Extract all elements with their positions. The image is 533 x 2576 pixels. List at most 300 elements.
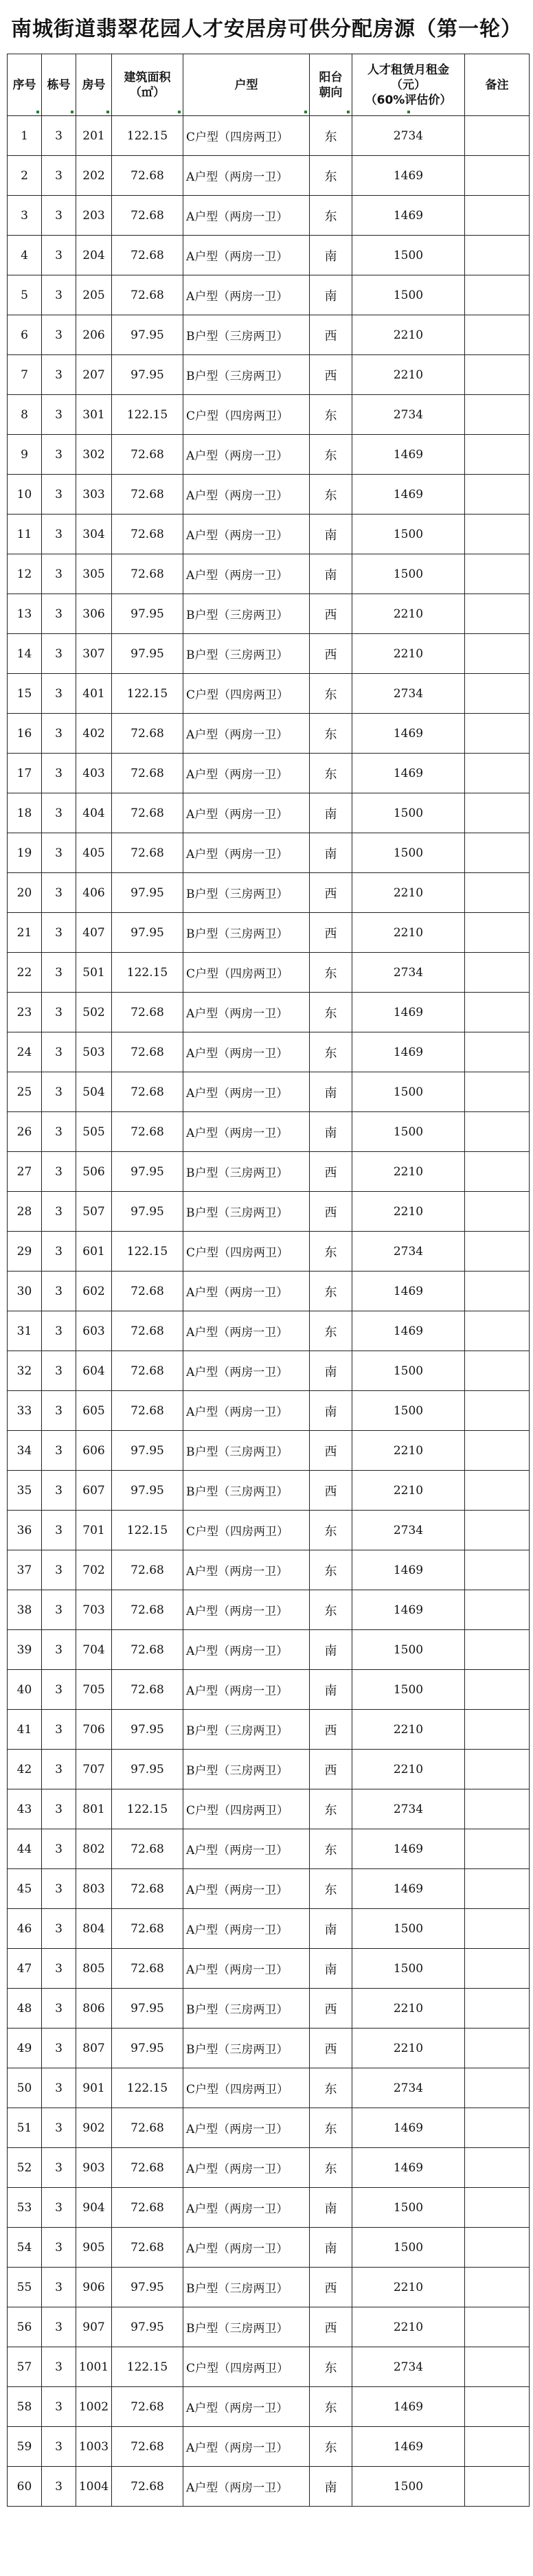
cell-seq[interactable]: 36 (8, 1511, 42, 1550)
cell-area[interactable]: 97.95 (112, 594, 183, 634)
cell-building[interactable]: 3 (42, 355, 76, 395)
cell-seq[interactable]: 15 (8, 674, 42, 714)
cell-seq[interactable]: 50 (8, 2068, 42, 2108)
cell-balcony-direction[interactable]: 东 (310, 1590, 352, 1630)
cell-balcony-direction[interactable]: 东 (310, 1232, 352, 1272)
cell-balcony-direction[interactable]: 西 (310, 1431, 352, 1471)
cell-type[interactable]: A户型（两房一卫） (183, 2467, 310, 2507)
cell-seq[interactable]: 8 (8, 395, 42, 435)
cell-room[interactable]: 607 (76, 1471, 112, 1511)
cell-area[interactable]: 72.68 (112, 156, 183, 196)
cell-seq[interactable]: 46 (8, 1909, 42, 1949)
cell-note[interactable] (465, 1232, 530, 1272)
cell-seq[interactable]: 5 (8, 275, 42, 315)
cell-room[interactable]: 305 (76, 554, 112, 594)
cell-building[interactable]: 3 (42, 1232, 76, 1272)
cell-rent[interactable]: 2210 (352, 594, 465, 634)
cell-balcony-direction[interactable]: 西 (310, 1471, 352, 1511)
cell-note[interactable] (465, 554, 530, 594)
cell-area[interactable]: 97.95 (112, 2029, 183, 2068)
cell-area[interactable]: 97.95 (112, 1710, 183, 1750)
cell-note[interactable] (465, 196, 530, 236)
cell-type[interactable]: B户型（三房两卫） (183, 634, 310, 674)
cell-note[interactable] (465, 2029, 530, 2068)
cell-type[interactable]: A户型（两房一卫） (183, 1869, 310, 1909)
cell-note[interactable] (465, 1909, 530, 1949)
cell-room[interactable]: 401 (76, 674, 112, 714)
cell-balcony-direction[interactable]: 东 (310, 2108, 352, 2148)
cell-room[interactable]: 805 (76, 1949, 112, 1989)
cell-type[interactable]: C户型（四房两卫） (183, 116, 310, 156)
cell-type[interactable]: B户型（三房两卫） (183, 1192, 310, 1232)
cell-note[interactable] (465, 833, 530, 873)
cell-note[interactable] (465, 355, 530, 395)
cell-building[interactable]: 3 (42, 1272, 76, 1311)
cell-rent[interactable]: 2210 (352, 1431, 465, 1471)
cell-balcony-direction[interactable]: 西 (310, 1152, 352, 1192)
cell-area[interactable]: 97.95 (112, 315, 183, 355)
cell-area[interactable]: 72.68 (112, 2188, 183, 2228)
cell-building[interactable]: 3 (42, 2188, 76, 2228)
cell-rent[interactable]: 1500 (352, 1112, 465, 1152)
cell-balcony-direction[interactable]: 南 (310, 2188, 352, 2228)
cell-building[interactable]: 3 (42, 1590, 76, 1630)
cell-seq[interactable]: 43 (8, 1789, 42, 1829)
cell-balcony-direction[interactable]: 南 (310, 833, 352, 873)
cell-rent[interactable]: 1469 (352, 196, 465, 236)
cell-building[interactable]: 3 (42, 993, 76, 1032)
cell-rent[interactable]: 2734 (352, 2068, 465, 2108)
cell-area[interactable]: 72.68 (112, 2427, 183, 2467)
cell-type[interactable]: A户型（两房一卫） (183, 196, 310, 236)
cell-rent[interactable]: 1500 (352, 1630, 465, 1670)
cell-type[interactable]: A户型（两房一卫） (183, 1909, 310, 1949)
cell-rent[interactable]: 2210 (352, 2307, 465, 2347)
cell-note[interactable] (465, 1391, 530, 1431)
cell-balcony-direction[interactable]: 东 (310, 993, 352, 1032)
cell-note[interactable] (465, 873, 530, 913)
cell-room[interactable]: 806 (76, 1989, 112, 2029)
cell-note[interactable] (465, 594, 530, 634)
cell-type[interactable]: A户型（两房一卫） (183, 1391, 310, 1431)
cell-room[interactable]: 307 (76, 634, 112, 674)
cell-balcony-direction[interactable]: 西 (310, 1192, 352, 1232)
cell-room[interactable]: 501 (76, 953, 112, 993)
cell-rent[interactable]: 1469 (352, 2148, 465, 2188)
cell-note[interactable] (465, 953, 530, 993)
cell-seq[interactable]: 33 (8, 1391, 42, 1431)
cell-seq[interactable]: 20 (8, 873, 42, 913)
cell-room[interactable]: 604 (76, 1351, 112, 1391)
cell-balcony-direction[interactable]: 南 (310, 1630, 352, 1670)
cell-building[interactable]: 3 (42, 1789, 76, 1829)
cell-area[interactable]: 72.68 (112, 1829, 183, 1869)
cell-building[interactable]: 3 (42, 515, 76, 554)
cell-balcony-direction[interactable]: 南 (310, 554, 352, 594)
header-rent[interactable] (352, 54, 465, 116)
cell-area[interactable]: 97.95 (112, 1192, 183, 1232)
cell-seq[interactable]: 53 (8, 2188, 42, 2228)
cell-type[interactable]: A户型（两房一卫） (183, 1112, 310, 1152)
cell-type[interactable]: A户型（两房一卫） (183, 2188, 310, 2228)
cell-balcony-direction[interactable]: 西 (310, 634, 352, 674)
cell-note[interactable] (465, 1072, 530, 1112)
cell-note[interactable] (465, 2188, 530, 2228)
cell-note[interactable] (465, 1630, 530, 1670)
cell-rent[interactable]: 1469 (352, 2427, 465, 2467)
cell-seq[interactable]: 47 (8, 1949, 42, 1989)
filter-marker-icon[interactable] (71, 111, 73, 113)
cell-seq[interactable]: 26 (8, 1112, 42, 1152)
cell-area[interactable]: 72.68 (112, 1311, 183, 1351)
cell-seq[interactable]: 24 (8, 1032, 42, 1072)
cell-balcony-direction[interactable]: 西 (310, 1989, 352, 2029)
cell-area[interactable]: 97.95 (112, 1431, 183, 1471)
cell-balcony-direction[interactable]: 南 (310, 1949, 352, 1989)
cell-note[interactable] (465, 116, 530, 156)
cell-rent[interactable]: 1469 (352, 2387, 465, 2427)
cell-rent[interactable]: 1469 (352, 1590, 465, 1630)
cell-building[interactable]: 3 (42, 435, 76, 475)
cell-area[interactable]: 72.68 (112, 515, 183, 554)
cell-type[interactable]: A户型（两房一卫） (183, 2108, 310, 2148)
cell-seq[interactable]: 60 (8, 2467, 42, 2507)
cell-area[interactable]: 122.15 (112, 1511, 183, 1550)
cell-building[interactable]: 3 (42, 1351, 76, 1391)
cell-area[interactable]: 97.95 (112, 873, 183, 913)
cell-building[interactable]: 3 (42, 116, 76, 156)
cell-balcony-direction[interactable]: 南 (310, 1670, 352, 1710)
cell-area[interactable]: 72.68 (112, 2387, 183, 2427)
cell-type[interactable]: C户型（四房两卫） (183, 1232, 310, 1272)
cell-type[interactable]: A户型（两房一卫） (183, 2387, 310, 2427)
cell-type[interactable]: B户型（三房两卫） (183, 1750, 310, 1789)
cell-note[interactable] (465, 2307, 530, 2347)
cell-room[interactable]: 402 (76, 714, 112, 754)
cell-room[interactable]: 706 (76, 1710, 112, 1750)
cell-seq[interactable]: 54 (8, 2228, 42, 2268)
cell-rent[interactable]: 2734 (352, 1789, 465, 1829)
cell-building[interactable]: 3 (42, 1072, 76, 1112)
cell-area[interactable]: 72.68 (112, 1032, 183, 1072)
cell-note[interactable] (465, 475, 530, 515)
cell-room[interactable]: 704 (76, 1630, 112, 1670)
cell-balcony-direction[interactable]: 东 (310, 1789, 352, 1829)
cell-rent[interactable]: 1469 (352, 1550, 465, 1590)
cell-room[interactable]: 801 (76, 1789, 112, 1829)
cell-building[interactable]: 3 (42, 2467, 76, 2507)
cell-rent[interactable]: 2734 (352, 395, 465, 435)
cell-building[interactable]: 3 (42, 475, 76, 515)
cell-room[interactable]: 904 (76, 2188, 112, 2228)
cell-note[interactable] (465, 515, 530, 554)
cell-note[interactable] (465, 674, 530, 714)
cell-area[interactable]: 97.95 (112, 355, 183, 395)
cell-rent[interactable]: 2210 (352, 1710, 465, 1750)
cell-seq[interactable]: 58 (8, 2387, 42, 2427)
cell-area[interactable]: 122.15 (112, 2347, 183, 2387)
cell-area[interactable]: 72.68 (112, 1949, 183, 1989)
cell-building[interactable]: 3 (42, 196, 76, 236)
cell-note[interactable] (465, 1351, 530, 1391)
cell-balcony-direction[interactable]: 东 (310, 475, 352, 515)
cell-balcony-direction[interactable]: 东 (310, 116, 352, 156)
cell-type[interactable]: B户型（三房两卫） (183, 1431, 310, 1471)
cell-room[interactable]: 503 (76, 1032, 112, 1072)
cell-type[interactable]: A户型（两房一卫） (183, 2148, 310, 2188)
cell-note[interactable] (465, 1032, 530, 1072)
cell-rent[interactable]: 1500 (352, 833, 465, 873)
cell-rent[interactable]: 1500 (352, 236, 465, 275)
cell-area[interactable]: 72.68 (112, 1391, 183, 1431)
cell-building[interactable]: 3 (42, 793, 76, 833)
cell-note[interactable] (465, 2347, 530, 2387)
cell-type[interactable]: A户型（两房一卫） (183, 1072, 310, 1112)
header-room[interactable] (76, 54, 112, 116)
cell-type[interactable]: A户型（两房一卫） (183, 275, 310, 315)
cell-rent[interactable]: 1500 (352, 2188, 465, 2228)
cell-building[interactable]: 3 (42, 1829, 76, 1869)
cell-balcony-direction[interactable]: 东 (310, 1869, 352, 1909)
cell-note[interactable] (465, 1192, 530, 1232)
cell-area[interactable]: 72.68 (112, 1909, 183, 1949)
cell-type[interactable]: B户型（三房两卫） (183, 594, 310, 634)
cell-seq[interactable]: 3 (8, 196, 42, 236)
cell-rent[interactable]: 1500 (352, 2228, 465, 2268)
cell-rent[interactable]: 2734 (352, 1511, 465, 1550)
cell-note[interactable] (465, 315, 530, 355)
cell-type[interactable]: A户型（两房一卫） (183, 1949, 310, 1989)
cell-area[interactable]: 72.68 (112, 1590, 183, 1630)
cell-room[interactable]: 502 (76, 993, 112, 1032)
cell-area[interactable]: 72.68 (112, 1272, 183, 1311)
cell-room[interactable]: 1002 (76, 2387, 112, 2427)
cell-type[interactable]: C户型（四房两卫） (183, 953, 310, 993)
cell-balcony-direction[interactable]: 南 (310, 1112, 352, 1152)
cell-seq[interactable]: 40 (8, 1670, 42, 1710)
cell-type[interactable]: A户型（两房一卫） (183, 2228, 310, 2268)
cell-rent[interactable]: 2734 (352, 2347, 465, 2387)
cell-type[interactable]: B户型（三房两卫） (183, 873, 310, 913)
cell-type[interactable]: A户型（两房一卫） (183, 475, 310, 515)
cell-seq[interactable]: 17 (8, 754, 42, 793)
cell-area[interactable]: 72.68 (112, 1670, 183, 1710)
cell-rent[interactable]: 1469 (352, 435, 465, 475)
cell-balcony-direction[interactable]: 东 (310, 1272, 352, 1311)
cell-area[interactable]: 122.15 (112, 116, 183, 156)
cell-type[interactable]: A户型（两房一卫） (183, 754, 310, 793)
cell-note[interactable] (465, 236, 530, 275)
header-balcony[interactable] (310, 54, 352, 116)
cell-seq[interactable]: 22 (8, 953, 42, 993)
cell-balcony-direction[interactable]: 南 (310, 793, 352, 833)
cell-building[interactable]: 3 (42, 1112, 76, 1152)
cell-balcony-direction[interactable]: 西 (310, 913, 352, 953)
cell-room[interactable]: 902 (76, 2108, 112, 2148)
cell-seq[interactable]: 28 (8, 1192, 42, 1232)
cell-room[interactable]: 603 (76, 1311, 112, 1351)
cell-type[interactable]: B户型（三房两卫） (183, 913, 310, 953)
header-building[interactable] (42, 54, 76, 116)
cell-area[interactable]: 72.68 (112, 1351, 183, 1391)
cell-seq[interactable]: 38 (8, 1590, 42, 1630)
cell-note[interactable] (465, 2148, 530, 2188)
cell-building[interactable]: 3 (42, 315, 76, 355)
cell-building[interactable]: 3 (42, 833, 76, 873)
cell-balcony-direction[interactable]: 南 (310, 1391, 352, 1431)
cell-area[interactable]: 72.68 (112, 1072, 183, 1112)
cell-note[interactable] (465, 913, 530, 953)
cell-rent[interactable]: 1500 (352, 2467, 465, 2507)
cell-seq[interactable]: 35 (8, 1471, 42, 1511)
cell-balcony-direction[interactable]: 南 (310, 1072, 352, 1112)
cell-room[interactable]: 306 (76, 594, 112, 634)
cell-building[interactable]: 3 (42, 1989, 76, 2029)
cell-rent[interactable]: 2210 (352, 1989, 465, 2029)
cell-type[interactable]: B户型（三房两卫） (183, 1710, 310, 1750)
cell-seq[interactable]: 10 (8, 475, 42, 515)
cell-building[interactable]: 3 (42, 2029, 76, 2068)
cell-type[interactable]: B户型（三房两卫） (183, 1989, 310, 2029)
cell-seq[interactable]: 34 (8, 1431, 42, 1471)
cell-note[interactable] (465, 395, 530, 435)
cell-area[interactable]: 122.15 (112, 395, 183, 435)
cell-type[interactable]: C户型（四房两卫） (183, 395, 310, 435)
cell-area[interactable]: 72.68 (112, 1630, 183, 1670)
cell-note[interactable] (465, 634, 530, 674)
cell-room[interactable]: 206 (76, 315, 112, 355)
cell-rent[interactable]: 2210 (352, 913, 465, 953)
cell-seq[interactable]: 37 (8, 1550, 42, 1590)
cell-note[interactable] (465, 1949, 530, 1989)
cell-building[interactable]: 3 (42, 2148, 76, 2188)
cell-room[interactable]: 504 (76, 1072, 112, 1112)
cell-room[interactable]: 304 (76, 515, 112, 554)
cell-note[interactable] (465, 1511, 530, 1550)
cell-seq[interactable]: 13 (8, 594, 42, 634)
cell-note[interactable] (465, 1112, 530, 1152)
cell-type[interactable]: B户型（三房两卫） (183, 315, 310, 355)
cell-building[interactable]: 3 (42, 634, 76, 674)
cell-type[interactable]: A户型（两房一卫） (183, 435, 310, 475)
cell-area[interactable]: 72.68 (112, 993, 183, 1032)
cell-seq[interactable]: 44 (8, 1829, 42, 1869)
cell-room[interactable]: 203 (76, 196, 112, 236)
cell-room[interactable]: 602 (76, 1272, 112, 1311)
cell-type[interactable]: A户型（两房一卫） (183, 554, 310, 594)
cell-type[interactable]: C户型（四房两卫） (183, 1789, 310, 1829)
cell-building[interactable]: 3 (42, 1909, 76, 1949)
cell-area[interactable]: 72.68 (112, 475, 183, 515)
cell-note[interactable] (465, 1670, 530, 1710)
cell-rent[interactable]: 2734 (352, 674, 465, 714)
cell-type[interactable]: C户型（四房两卫） (183, 2068, 310, 2108)
cell-rent[interactable]: 2210 (352, 355, 465, 395)
cell-area[interactable]: 72.68 (112, 754, 183, 793)
cell-note[interactable] (465, 793, 530, 833)
cell-balcony-direction[interactable]: 东 (310, 1032, 352, 1072)
cell-type[interactable]: A户型（两房一卫） (183, 1311, 310, 1351)
cell-seq[interactable]: 29 (8, 1232, 42, 1272)
cell-balcony-direction[interactable]: 东 (310, 1829, 352, 1869)
cell-note[interactable] (465, 1789, 530, 1829)
cell-seq[interactable]: 31 (8, 1311, 42, 1351)
cell-room[interactable]: 701 (76, 1511, 112, 1550)
cell-area[interactable]: 72.68 (112, 1869, 183, 1909)
cell-seq[interactable]: 27 (8, 1152, 42, 1192)
cell-balcony-direction[interactable]: 西 (310, 594, 352, 634)
cell-area[interactable]: 72.68 (112, 833, 183, 873)
cell-rent[interactable]: 1500 (352, 515, 465, 554)
cell-building[interactable]: 3 (42, 1550, 76, 1590)
cell-note[interactable] (465, 156, 530, 196)
cell-room[interactable]: 802 (76, 1829, 112, 1869)
cell-building[interactable]: 3 (42, 2307, 76, 2347)
filter-marker-icon[interactable] (106, 111, 109, 113)
cell-room[interactable]: 605 (76, 1391, 112, 1431)
cell-balcony-direction[interactable]: 西 (310, 1710, 352, 1750)
cell-building[interactable]: 3 (42, 873, 76, 913)
cell-room[interactable]: 302 (76, 435, 112, 475)
cell-note[interactable] (465, 435, 530, 475)
cell-room[interactable]: 506 (76, 1152, 112, 1192)
cell-room[interactable]: 705 (76, 1670, 112, 1710)
cell-balcony-direction[interactable]: 南 (310, 236, 352, 275)
cell-balcony-direction[interactable]: 东 (310, 754, 352, 793)
cell-room[interactable]: 1003 (76, 2427, 112, 2467)
cell-building[interactable]: 3 (42, 1949, 76, 1989)
cell-area[interactable]: 122.15 (112, 953, 183, 993)
cell-building[interactable]: 3 (42, 1311, 76, 1351)
cell-balcony-direction[interactable]: 东 (310, 2148, 352, 2188)
cell-room[interactable]: 406 (76, 873, 112, 913)
cell-seq[interactable]: 55 (8, 2268, 42, 2307)
cell-note[interactable] (465, 2268, 530, 2307)
cell-rent[interactable]: 2210 (352, 1192, 465, 1232)
cell-note[interactable] (465, 1272, 530, 1311)
cell-building[interactable]: 3 (42, 395, 76, 435)
cell-room[interactable]: 202 (76, 156, 112, 196)
cell-seq[interactable]: 39 (8, 1630, 42, 1670)
cell-type[interactable]: A户型（两房一卫） (183, 1351, 310, 1391)
cell-room[interactable]: 205 (76, 275, 112, 315)
cell-note[interactable] (465, 1710, 530, 1750)
cell-note[interactable] (465, 2108, 530, 2148)
filter-marker-icon[interactable] (304, 111, 307, 113)
cell-seq[interactable]: 19 (8, 833, 42, 873)
cell-seq[interactable]: 48 (8, 1989, 42, 2029)
cell-note[interactable] (465, 1311, 530, 1351)
cell-room[interactable]: 905 (76, 2228, 112, 2268)
cell-room[interactable]: 702 (76, 1550, 112, 1590)
cell-room[interactable]: 207 (76, 355, 112, 395)
cell-building[interactable]: 3 (42, 1431, 76, 1471)
cell-area[interactable]: 97.95 (112, 634, 183, 674)
cell-building[interactable]: 3 (42, 1869, 76, 1909)
cell-rent[interactable]: 2734 (352, 953, 465, 993)
cell-area[interactable]: 122.15 (112, 1789, 183, 1829)
cell-seq[interactable]: 49 (8, 2029, 42, 2068)
cell-note[interactable] (465, 2467, 530, 2507)
cell-area[interactable]: 72.68 (112, 2467, 183, 2507)
cell-rent[interactable]: 1500 (352, 1351, 465, 1391)
header-area[interactable] (112, 54, 183, 116)
cell-balcony-direction[interactable]: 东 (310, 1311, 352, 1351)
cell-area[interactable]: 72.68 (112, 554, 183, 594)
cell-note[interactable] (465, 2427, 530, 2467)
cell-type[interactable]: C户型（四房两卫） (183, 1511, 310, 1550)
cell-note[interactable] (465, 1471, 530, 1511)
